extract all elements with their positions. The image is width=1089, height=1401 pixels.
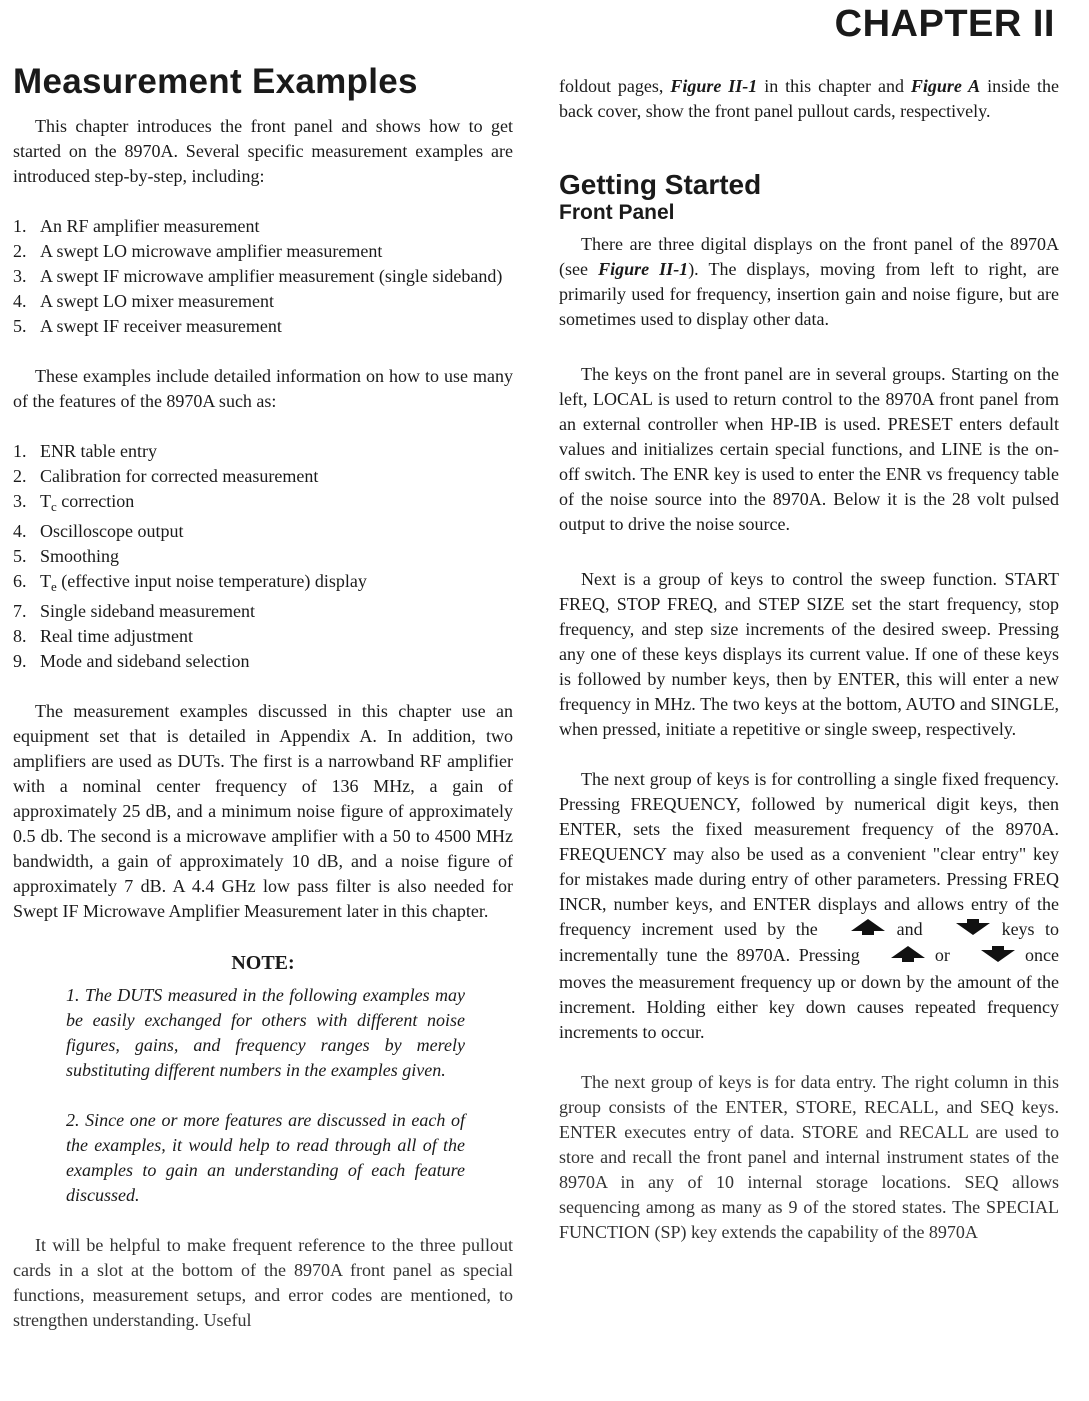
- list-item-number: 1.: [13, 216, 27, 236]
- list-item-number: 4.: [13, 291, 27, 311]
- keys-paragraph: The keys on the front panel are in several groups. Starting on the left, LOCAL is used to return control to the 8970A front panel from an external controller when HP-IB is used. PRESET enters default values and initializes certain special functions, and LINE is the on-off switch. The ENR key is used to enter the ENR vs frequency table of the noise source into the 8970A. Below it is the 28 volt pulsed output to drive the noise source.: [559, 364, 1059, 534]
- list-item-text: A swept LO microwave amplifier measurement: [40, 241, 383, 261]
- chapter-heading: CHAPTER II: [834, 3, 1055, 45]
- continued-text-b: in this chapter and: [757, 76, 911, 96]
- list-item-symbol: T: [40, 491, 51, 511]
- list-item-number: 2.: [13, 241, 27, 261]
- list-item: [13, 544, 513, 569]
- continued-text-a: foldout pages,: [559, 76, 671, 96]
- features-intro-paragraph: These examples include detailed information on how to use many of the features of the 8970A such as:: [13, 366, 513, 411]
- list-item: [13, 289, 513, 314]
- displays-text-a: There are three digital displays on the front panel of the 8970A (see: [559, 234, 1059, 279]
- note-item-1: 1. The DUTS measured in the following examples may be easily exchanged for others with different noise figures, gains, and frequency ranges by merely substituting different numbers in the examples given.: [66, 985, 465, 1080]
- list-item-subscript: c: [51, 499, 57, 514]
- note-title: NOTE:: [231, 952, 295, 974]
- list-item-text: An RF amplifier measurement: [40, 216, 260, 236]
- list-item: [13, 624, 513, 649]
- list-item-text: ENR table entry: [40, 441, 157, 461]
- continued-text-c: inside the back cover, show the front panel pullout cards, respectively.: [559, 76, 1060, 121]
- list-item-text: Calibration for corrected measurement: [40, 466, 319, 486]
- list-item-symbol: T: [40, 571, 51, 591]
- sweep-paragraph: Next is a group of keys to control the sweep function. START FREQ, STOP FREQ, and STEP SIZE set the start frequency, stop frequency, and step size increments of the desired sweep. Pressing any one of these keys displays its current value. If one of these keys is followed by number keys, then by ENTER, this will enter a new frequency in MHz. The two keys at the bottom, AUTO and SINGLE, when pressed, initiate a repetitive or single sweep, respectively.: [559, 569, 1059, 739]
- down-arrow-icon: [933, 918, 991, 943]
- frequency-text-b: keys to incrementally tune the 8970A. Pressing: [559, 919, 1060, 966]
- list-item-number: 9.: [13, 651, 27, 671]
- down-arrow-icon: [958, 945, 1016, 970]
- list-item-number: 1.: [13, 441, 27, 461]
- intro-paragraph: This chapter introduces the front panel and shows how to get started on the 8970A. Several specific measurement examples are introduced step-by-step, including:: [13, 116, 513, 186]
- figure-ref-ii-1-second: Figure II-1: [598, 259, 689, 279]
- list-item: [13, 314, 513, 339]
- up-arrow-icon: [828, 918, 886, 943]
- list-item-text: correction: [56, 491, 135, 511]
- frequency-text-and: and: [886, 919, 934, 939]
- figure-ref-a: Figure A: [910, 76, 981, 96]
- note-box: [13, 983, 513, 1208]
- list-item: [13, 649, 513, 674]
- list-item-number: 3.: [13, 266, 27, 286]
- features-list: [13, 439, 513, 674]
- list-item-text: A swept IF receiver measurement: [40, 316, 282, 336]
- left-column: [13, 60, 513, 1333]
- list-item: [13, 519, 513, 544]
- list-item-number: 2.: [13, 466, 27, 486]
- list-item-number: 6.: [13, 571, 27, 591]
- list-item-number: 5.: [13, 316, 27, 336]
- list-item: [13, 569, 513, 599]
- equipment-paragraph: The measurement examples discussed in this chapter use an equipment set that is detailed in Appendix A. In addition, two amplifiers are used as DUTs. The first is a narrowband RF amplifier with a nominal center frequency of 136 MHz, a gain of approximately 25 dB, and a minimum noise figure of approximately 0.5 db. The second is a microwave amplifier with a 50 to 4500 MHz bandwidth, a gain of approximately 10 dB, and a noise figure of approximately 7 dB. A 4.4 GHz low pass filter is also needed for Swept IF Microwave Amplifier Measurement later in this chapter.: [13, 701, 513, 921]
- figure-ref-ii-1: Figure II-1: [670, 76, 758, 96]
- list-item: [13, 239, 513, 264]
- section-heading: Getting Started: [559, 169, 762, 200]
- frequency-text-a: The next group of keys is for controlling a single fixed frequency. Pressing FREQUENCY, followed by numerical digit keys, then ENTER, sets the fixed measurement frequency of the 8970A. FREQUENCY may also be used as a convenient "clear entry" key for mistakes made during entry of other parameters. Pressing FREQ INCR, number keys, and ENTER displays and allows entry of the frequency increment used by the: [559, 769, 1059, 939]
- subsection-heading: Front Panel: [559, 201, 675, 224]
- list-item-text: A swept LO mixer measurement: [40, 291, 274, 311]
- list-item-text: Single sideband measurement: [40, 601, 255, 621]
- data-entry-paragraph: The next group of keys is for data entry. The right column in this group consists of the ENTER, STORE, RECALL, and SEQ keys. ENTER executes entry of data. STORE and RECALL are used to store and recall the front panel and internal instrument states of the 8970A in any of 10 internal storage locations. SEQ allows sequencing among as many as 9 of the stored states. The SPECIAL FUNCTION (SP) key extends the capability of the 8970A: [559, 1071, 1059, 1242]
- displays-text-b: ). The displays, moving from left to right, are primarily used for frequency, insertion gain and noise figure, but are sometimes used to display other data.: [559, 259, 1060, 329]
- continued-paragraph: [559, 74, 1059, 124]
- up-arrow-icon: [868, 945, 926, 970]
- list-item-subscript: e: [51, 579, 57, 594]
- list-item: [13, 439, 513, 464]
- displays-paragraph: [559, 232, 1059, 332]
- note-item-2: 2. Since one or more features are discussed in each of the examples, it would help to read through all of the examples to gain an understanding of each feature discussed.: [66, 1110, 465, 1205]
- list-item-number: 5.: [13, 546, 27, 566]
- list-item: [13, 489, 513, 519]
- right-column: [559, 74, 1059, 1245]
- list-item-number: 4.: [13, 521, 27, 541]
- list-item: [13, 214, 513, 239]
- list-item: [13, 599, 513, 624]
- list-item-text: Real time adjustment: [40, 626, 193, 646]
- pullout-paragraph: It will be helpful to make frequent reference to the three pullout cards in a slot at the bottom of the 8970A front panel as special functions, measurement setups, and error codes are mentioned, to strengthen understanding. Useful: [13, 1235, 513, 1330]
- list-item-text: A swept IF microwave amplifier measurement (single sideband): [40, 266, 503, 286]
- frequency-text-c: once moves the measurement frequency up or down by the amount of the increment. Holding either key down causes repeated frequency increments to occur.: [559, 945, 1060, 1042]
- list-item-text: (effective input noise temperature) display: [56, 571, 367, 591]
- list-item-text: Oscilloscope output: [40, 521, 184, 541]
- list-item-number: 3.: [13, 491, 27, 511]
- list-item-number: 8.: [13, 626, 27, 646]
- page-title: Measurement Examples: [13, 62, 418, 101]
- frequency-text-or: or: [926, 945, 959, 966]
- list-item-text: Mode and sideband selection: [40, 651, 250, 671]
- list-item-text: Smoothing: [40, 546, 120, 566]
- list-item-number: 7.: [13, 601, 27, 621]
- frequency-paragraph: [559, 767, 1059, 1045]
- list-item: [13, 464, 513, 489]
- examples-list: [13, 214, 513, 339]
- list-item: [13, 264, 513, 289]
